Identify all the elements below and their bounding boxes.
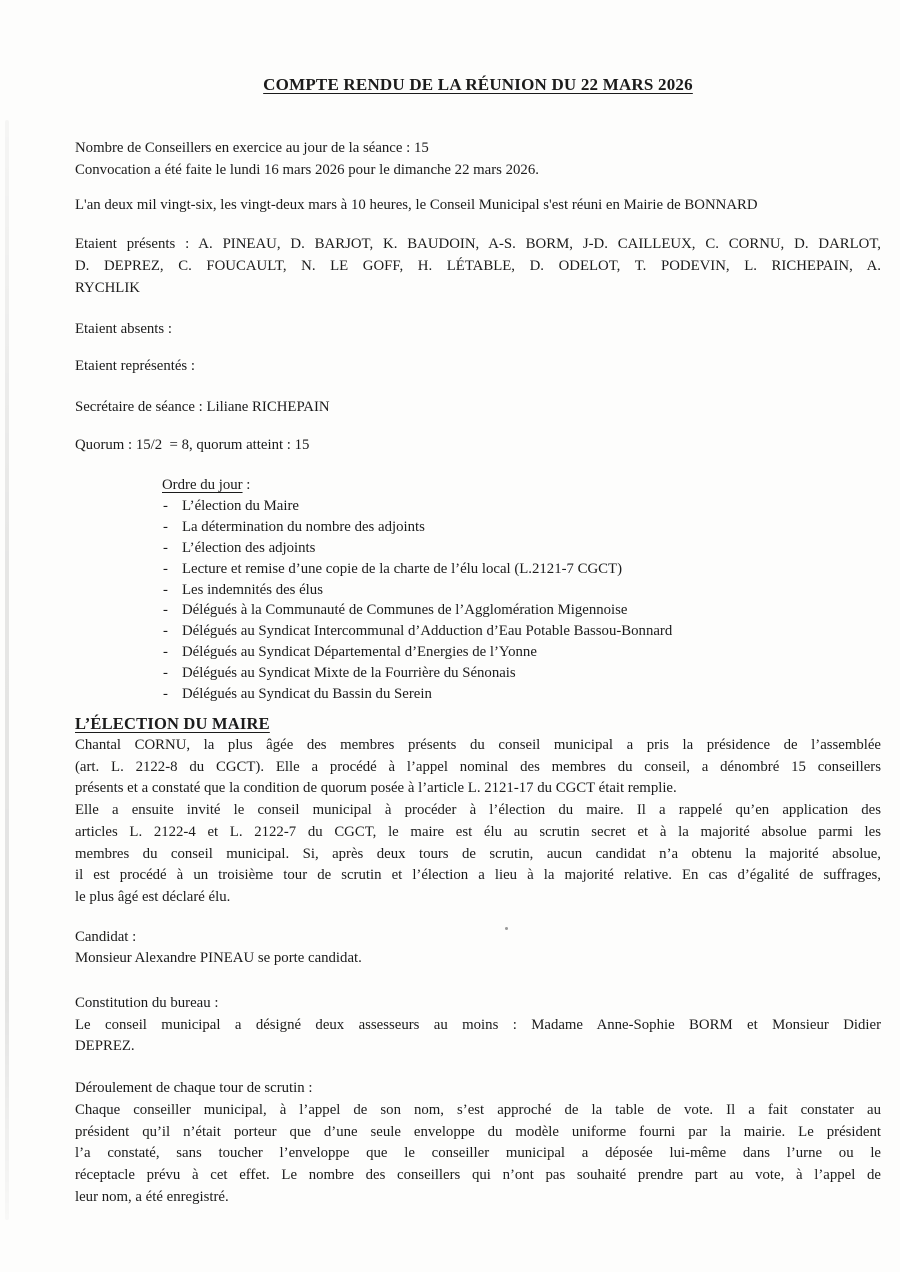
bureau-line-2: DEPREZ.: [75, 1038, 135, 1055]
present-members-line-2: D. DEPREZ, C. FOUCAULT, N. LE GOFF, H. LÉTABLE, D. ODELOT, T. PODEVIN, L. RICHEPAIN, A.: [75, 257, 881, 274]
election-p2-line-2: articles L. 2122-4 et L. 2122-7 du CGCT, le maire est élu au scrutin secret et à la majorité absolue parmi les: [75, 823, 881, 840]
election-p2-line-5: le plus âgé est déclaré élu.: [75, 888, 231, 905]
voting-procedure-line-2: président qu’il n’était porteur que d’une seule enveloppe du modèle uniforme fourni par la mairie. Le président: [75, 1123, 881, 1140]
agenda-section: [75, 475, 881, 705]
agenda-item-dash: -: [163, 539, 168, 556]
voting-procedure-line-1: Chaque conseiller municipal, à l’appel de son nom, s’est approché de la table de vote. Il a fait constater au: [75, 1101, 881, 1118]
agenda-item-dash: -: [163, 686, 168, 703]
candidate-label: Candidat :: [75, 928, 137, 945]
agenda-item-dash: -: [163, 623, 168, 640]
agenda-heading-colon: :: [242, 477, 251, 494]
convocation-line: Convocation a été faite le lundi 16 mars 2026 pour le dimanche 22 mars 2026.: [75, 161, 539, 178]
agenda-item: [162, 684, 881, 705]
scan-edge-artifact: [5, 120, 9, 1220]
agenda-item: [162, 496, 881, 517]
councillors-in-office-line: Nombre de Conseillers en exercice au jour de la séance : 15: [75, 140, 429, 156]
agenda-item: [162, 621, 881, 642]
agenda-item-text: L’élection des adjoints: [182, 539, 316, 556]
agenda-item: [162, 538, 881, 559]
agenda-item-text: La détermination du nombre des adjoints: [182, 518, 425, 535]
present-members-paragraph: [75, 234, 881, 299]
voting-procedure-line-5: leur nom, a été enregistré.: [75, 1188, 229, 1205]
agenda-item-dash: -: [163, 665, 168, 682]
mayor-election-heading: L’ÉLECTION DU MAIRE: [75, 714, 270, 733]
bureau-paragraph: [75, 1015, 881, 1058]
session-info-block: [75, 138, 881, 181]
agenda-item-dash: -: [163, 497, 168, 514]
election-p1-line-2: (art. L. 2122-8 du CGCT). Elle a procédé à l’appel nominal des membres du conseil, a dénombré 15 conseillers: [75, 758, 881, 775]
election-p2-line-4: il est procédé à un troisième tour de scrutin et l’élection a lieu à la majorité relative. En cas d’égalité de suffrages,: [75, 867, 881, 884]
voting-procedure-line-4: réceptacle prévu à cet effet. Le nombre des conseillers qui n’ont pas souhaité prendre part au vote, à l’appel de: [75, 1166, 881, 1183]
session-opening-line: L'an deux mil vingt-six, les vingt-deux mars à 10 heures, le Conseil Municipal s'est réuni en Mairie de BONNARD: [75, 197, 758, 214]
agenda-item-text: Délégués au Syndicat Mixte de la Fourrière du Sénonais: [182, 665, 516, 682]
election-p1-line-3: présents et a constaté que la condition de quorum posée à l’article L. 2121-17 du CGCT était remplie.: [75, 780, 677, 797]
bureau-block: [75, 993, 881, 1058]
agenda-item-dash: -: [163, 602, 168, 619]
election-paragraph-1: [75, 735, 881, 800]
candidate-text: Monsieur Alexandre PINEAU se porte candidat.: [75, 950, 362, 967]
agenda-item: [162, 663, 881, 684]
mayor-election-section: [75, 713, 881, 909]
agenda-item: [162, 517, 881, 538]
agenda-item-dash: -: [163, 518, 168, 535]
present-members-line-3: RYCHLIK: [75, 279, 140, 296]
voting-procedure-label: Déroulement de chaque tour de scrutin :: [75, 1080, 313, 1097]
absent-members-line: Etaient absents :: [75, 321, 172, 338]
agenda-item: [162, 600, 881, 621]
agenda-item: [162, 559, 881, 580]
agenda-heading-row: [162, 475, 881, 496]
agenda-item: [162, 580, 881, 601]
voting-procedure-line-3: l’a constaté, sans toucher l’enveloppe que le conseiller municipal a déposée lui-même dans l’urne ou le: [75, 1145, 881, 1162]
bureau-line-1: Le conseil municipal a désigné deux assesseurs au moins : Madame Anne-Sophie BORM et Monsieur Didier: [75, 1016, 881, 1033]
agenda-item-dash: -: [163, 560, 168, 577]
voting-procedure-block: [75, 1078, 881, 1208]
election-paragraph-2: [75, 800, 881, 909]
present-members-line-1: Etaient présents : A. PINEAU, D. BARJOT, K. BAUDOIN, A-S. BORM, J-D. CAILLEUX, C. CORNU, D. DARLOT,: [75, 236, 881, 253]
election-p1-line-1: Chantal CORNU, la plus âgée des membres présents du conseil municipal a pris la présidence de l’assemblée: [75, 737, 881, 753]
agenda-item-text: Délégués à la Communauté de Communes de l’Agglomération Migennoise: [182, 602, 628, 619]
document-content: [75, 0, 881, 1208]
agenda-item-text: L’élection du Maire: [182, 497, 299, 514]
candidate-block: [75, 927, 881, 970]
session-secretary-line: Secrétaire de séance : Liliane RICHEPAIN: [75, 398, 330, 415]
agenda-item-dash: -: [163, 581, 168, 598]
agenda-item: [162, 642, 881, 663]
bureau-label: Constitution du bureau :: [75, 995, 219, 1012]
agenda-item-text: Délégués au Syndicat Intercommunal d’Adduction d’Eau Potable Bassou-Bonnard: [182, 623, 673, 640]
agenda-item-text: Les indemnités des élus: [182, 581, 323, 598]
agenda-heading: Ordre du jour: [162, 477, 243, 494]
agenda-item-text: Délégués au Syndicat du Bassin du Serein: [182, 686, 432, 703]
agenda-item-dash: -: [163, 644, 168, 661]
voting-procedure-paragraph: [75, 1100, 881, 1209]
election-p2-line-1: Elle a ensuite invité le conseil municipal à procéder à l’élection du maire. Il a rappelé qu’en application des: [75, 802, 881, 819]
document-title: COMPTE RENDU DE LA RÉUNION DU 22 MARS 2026: [263, 75, 693, 94]
agenda-item-text: Lecture et remise d’une copie de la charte de l’élu local (L.2121-7 CGCT): [182, 560, 623, 577]
quorum-line: Quorum : 15/2 = 8, quorum atteint : 15: [75, 437, 310, 454]
election-p2-line-3: membres du conseil municipal. Si, après deux tours de scrutin, aucun candidat n’a obtenu la majorité absolue,: [75, 845, 881, 862]
represented-members-line: Etaient représentés :: [75, 357, 195, 374]
agenda-item-text: Délégués au Syndicat Départemental d’Energies de l’Yonne: [182, 644, 537, 661]
